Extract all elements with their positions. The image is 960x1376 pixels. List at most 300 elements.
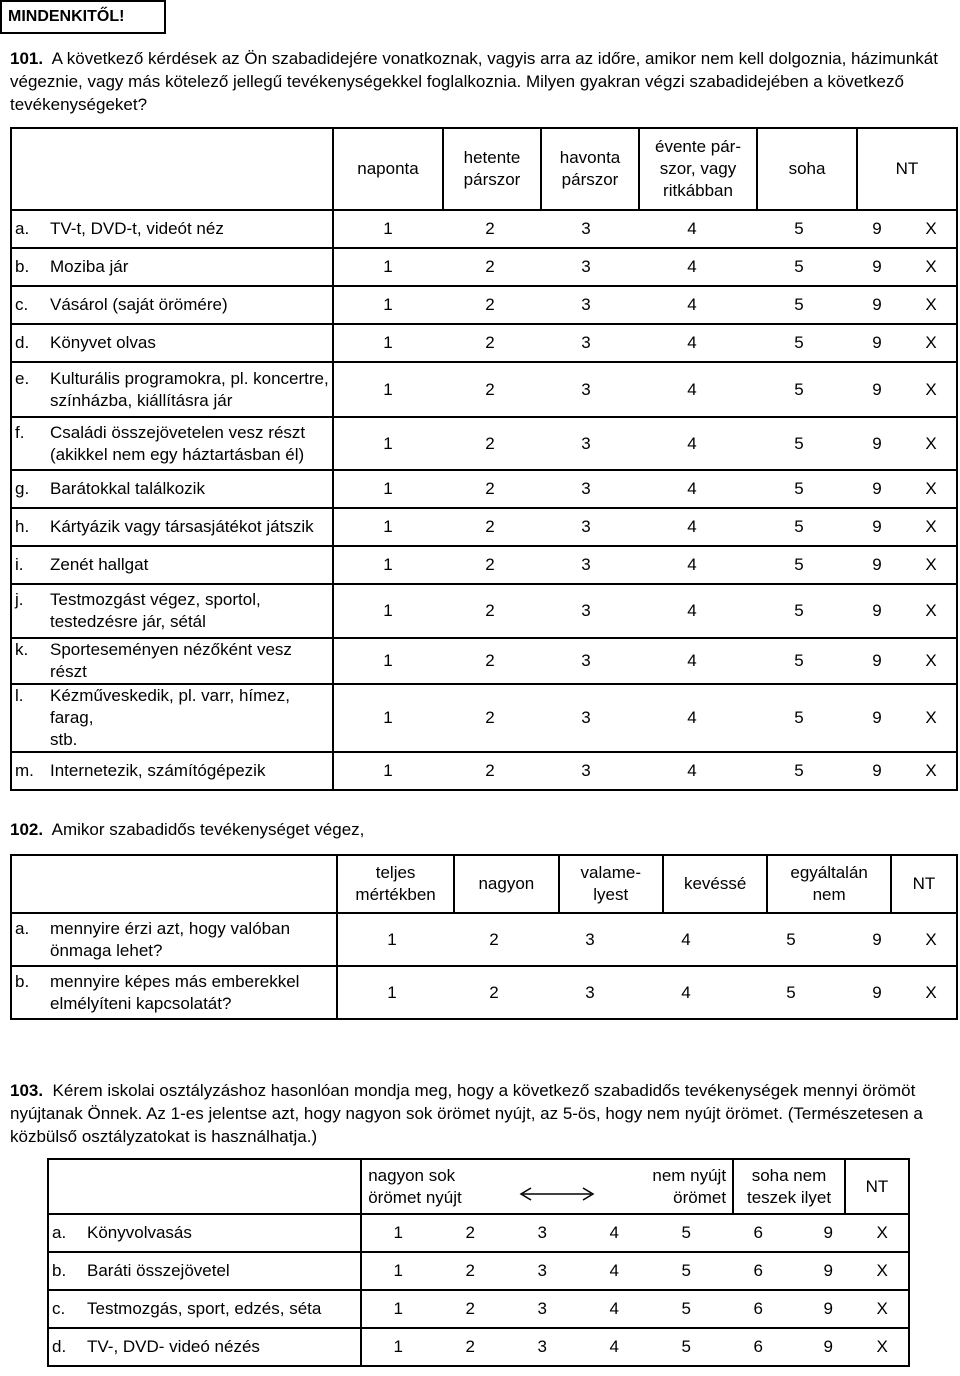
- response-code: 3: [581, 601, 591, 620]
- response-code: 1: [383, 219, 393, 238]
- response-code: 2: [485, 708, 495, 727]
- response-code: 9: [872, 982, 882, 1002]
- table-row: [11, 286, 957, 324]
- response-code: 5: [786, 982, 796, 1002]
- response-code: 1: [383, 651, 393, 670]
- column-header-never: [733, 1159, 845, 1214]
- column-header: [891, 855, 957, 913]
- response-code: 1: [383, 555, 393, 574]
- row-label: [50, 686, 290, 749]
- table-row: [11, 684, 957, 752]
- response-code: X: [925, 929, 937, 949]
- response-code: 5: [794, 708, 804, 727]
- scale-right-line: örömet: [673, 1187, 727, 1207]
- response-cell: [333, 684, 957, 752]
- column-header: [333, 128, 443, 210]
- response-code: 3: [581, 479, 591, 498]
- response-code: 2: [485, 761, 495, 780]
- response-code: 5: [794, 601, 804, 620]
- response-codes: [334, 708, 956, 728]
- question-103-text: [10, 1079, 955, 1148]
- response-code: 1: [393, 1299, 403, 1318]
- row-label-line: Vásárol (saját örömére): [50, 295, 228, 314]
- row-label-line: TV-, DVD- videó nézés: [87, 1337, 260, 1356]
- response-code: 5: [681, 1261, 691, 1280]
- response-code: 2: [489, 982, 499, 1002]
- column-header-line: nem: [812, 885, 846, 904]
- row-label: [50, 257, 128, 276]
- column-header-line: hetente: [463, 148, 521, 167]
- response-code: 4: [687, 761, 697, 780]
- column-header: [757, 128, 857, 210]
- row-label-line: elmélyíteni kapcsolatát?: [50, 993, 232, 1013]
- column-header: [541, 128, 639, 210]
- response-code: 2: [485, 295, 495, 314]
- response-code: 4: [687, 257, 697, 276]
- response-code: X: [876, 1223, 888, 1242]
- response-code: 9: [872, 333, 882, 352]
- column-header-line: évente pár-: [655, 137, 741, 156]
- table-row: [11, 508, 957, 546]
- response-code: 9: [872, 295, 882, 314]
- response-code: X: [876, 1261, 888, 1280]
- response-code: 6: [753, 1261, 763, 1280]
- response-code: 3: [537, 1223, 547, 1242]
- row-label: [87, 1261, 230, 1280]
- row-label: [50, 423, 305, 464]
- header-blank: [48, 1159, 361, 1214]
- row-letter: f.: [15, 422, 25, 442]
- response-code: 1: [383, 333, 393, 352]
- row-label: [87, 1299, 321, 1318]
- column-header-line: NT: [912, 874, 936, 893]
- response-codes: [334, 257, 956, 277]
- response-code: 4: [687, 517, 697, 536]
- response-cell: [333, 324, 957, 362]
- column-header-line: naponta: [357, 159, 419, 178]
- response-code: 9: [823, 1261, 833, 1280]
- table-row: [11, 752, 957, 790]
- table-row: [11, 638, 957, 684]
- response-code: 3: [581, 379, 591, 399]
- question-103-body: Kérem iskolai osztályzáshoz hasonlóan mondja meg, hogy a következő szabadidős tevékenységek mennyi örömöt nyújtanak Önnek. Az 1-es jelentse azt, hogy nagyon sok örömet nyújt, az 5-ös, hogy nem nyújt örömet. (Természetesen a közbülső osztályzatokat is használhatja.): [10, 1081, 923, 1146]
- response-code: 9: [872, 517, 882, 536]
- row-letter: i.: [15, 555, 24, 574]
- response-code: 9: [872, 379, 882, 399]
- response-code: 2: [465, 1299, 475, 1318]
- response-code: 1: [383, 761, 393, 780]
- response-code: 5: [794, 517, 804, 536]
- response-code: 9: [872, 929, 882, 949]
- response-code: 2: [485, 517, 495, 536]
- row-label: [50, 972, 299, 1013]
- table-row: [11, 362, 957, 417]
- column-header-line: egyáltalán: [790, 863, 868, 882]
- question-102-body: Amikor szabadidős tevékenységet végez,: [51, 820, 365, 839]
- column-header: [559, 855, 663, 913]
- response-codes: [338, 930, 956, 950]
- row-label: [50, 761, 265, 780]
- response-code: 3: [537, 1261, 547, 1280]
- row-label-line: Könyvolvasás: [87, 1223, 192, 1242]
- row-letter: b.: [15, 257, 30, 276]
- response-code: 5: [794, 555, 804, 574]
- response-codes: [334, 219, 956, 239]
- scale-left-line: örömet nyújt: [368, 1187, 462, 1207]
- response-code: 1: [383, 433, 393, 453]
- response-code: X: [925, 651, 937, 670]
- response-code: 3: [581, 333, 591, 352]
- response-code: 5: [681, 1299, 691, 1318]
- row-label: [50, 517, 314, 536]
- response-code: 5: [681, 1223, 691, 1242]
- response-codes: [334, 517, 956, 537]
- table-row: [48, 1290, 909, 1328]
- row-label: [50, 295, 228, 314]
- response-code: 3: [581, 295, 591, 314]
- row-letter: a.: [15, 918, 30, 938]
- response-code: 1: [383, 517, 393, 536]
- response-code: 4: [609, 1299, 619, 1318]
- table-row: [11, 470, 957, 508]
- row-label: [87, 1337, 260, 1356]
- column-header: [443, 128, 541, 210]
- table-row: [11, 324, 957, 362]
- header-blank: [11, 855, 337, 913]
- response-code: 3: [581, 433, 591, 453]
- row-label: [50, 640, 292, 681]
- column-header-line: párszor: [561, 170, 619, 189]
- column-header-line: valame-: [580, 863, 641, 882]
- response-code: 3: [581, 651, 591, 670]
- response-code: X: [925, 601, 937, 620]
- response-code: 1: [383, 601, 393, 620]
- response-code: 5: [794, 333, 804, 352]
- row-letter: a.: [15, 219, 30, 238]
- response-code: 4: [687, 333, 697, 352]
- response-code: 4: [609, 1337, 619, 1356]
- response-codes: [362, 1261, 908, 1281]
- row-label: [50, 369, 329, 410]
- response-cell: [361, 1290, 909, 1328]
- row-letter: m.: [15, 761, 34, 780]
- column-header-line: soha: [788, 159, 826, 178]
- response-code: 5: [794, 219, 804, 238]
- column-header: [454, 855, 558, 913]
- table-row: [11, 913, 957, 966]
- question-101-text: [10, 47, 955, 116]
- response-cell: [333, 210, 957, 248]
- response-code: 5: [786, 929, 796, 949]
- response-code: 5: [794, 479, 804, 498]
- response-code: 9: [823, 1337, 833, 1356]
- response-code: 9: [872, 479, 882, 498]
- response-code: 2: [485, 219, 495, 238]
- response-cell: [333, 362, 957, 417]
- column-header-line: szor, vagy: [659, 159, 737, 178]
- response-code: 2: [485, 257, 495, 276]
- scale-right-line: nem nyújt: [652, 1165, 727, 1185]
- response-code: 4: [687, 555, 697, 574]
- response-code: X: [925, 517, 937, 536]
- response-cell: [333, 417, 957, 470]
- response-code: 2: [485, 479, 495, 498]
- response-code: 2: [485, 379, 495, 399]
- response-code: 2: [485, 651, 495, 670]
- response-code: X: [876, 1337, 888, 1356]
- column-header: [639, 128, 757, 210]
- table-row: [11, 584, 957, 638]
- row-label-line: stb.: [50, 730, 78, 749]
- table-row: [48, 1214, 909, 1252]
- response-code: 3: [581, 761, 591, 780]
- response-code: 3: [581, 257, 591, 276]
- row-label-line: Kulturális programokra, pl. koncertre,: [50, 368, 329, 388]
- response-codes: [362, 1223, 908, 1243]
- response-code: 1: [387, 929, 397, 949]
- response-code: 3: [581, 708, 591, 727]
- response-cell: [333, 248, 957, 286]
- response-code: 5: [794, 257, 804, 276]
- column-header-line: ritkábban: [663, 181, 733, 200]
- row-letter: c.: [52, 1299, 66, 1318]
- question-102-table: [10, 854, 958, 1020]
- response-code: 4: [609, 1223, 619, 1242]
- table-row: [11, 546, 957, 584]
- audience-badge: MINDENKITŐL!: [0, 0, 166, 34]
- response-cell: [333, 286, 957, 324]
- response-code: 9: [872, 219, 882, 238]
- response-code: 5: [681, 1337, 691, 1356]
- table-row: [48, 1252, 909, 1290]
- response-code: 3: [585, 982, 595, 1002]
- response-cell: [333, 752, 957, 790]
- response-codes: [334, 651, 956, 671]
- response-code: 4: [687, 219, 697, 238]
- response-cell: [361, 1328, 909, 1366]
- row-label: [50, 555, 148, 574]
- question-103-number: 103.: [10, 1081, 44, 1100]
- response-code: X: [925, 333, 937, 352]
- response-code: 5: [794, 651, 804, 670]
- column-header-line: nagyon: [478, 874, 535, 893]
- response-code: 9: [872, 555, 882, 574]
- row-label: [50, 919, 290, 960]
- row-label-line: Barátokkal találkozik: [50, 479, 205, 498]
- row-label-line: önmaga lehet?: [50, 940, 163, 960]
- response-codes: [338, 983, 956, 1003]
- response-code: 1: [383, 479, 393, 498]
- double-arrow-icon: [517, 1186, 597, 1208]
- response-code: 9: [872, 601, 882, 620]
- response-cell: [333, 546, 957, 584]
- row-label: [50, 479, 205, 498]
- response-code: 4: [687, 479, 697, 498]
- row-letter: c.: [15, 295, 29, 314]
- response-code: 9: [823, 1223, 833, 1242]
- response-code: 2: [485, 333, 495, 352]
- response-code: 5: [794, 295, 804, 314]
- response-code: X: [925, 257, 937, 276]
- response-code: 1: [383, 257, 393, 276]
- response-code: X: [925, 982, 937, 1002]
- column-header-line: lyest: [593, 885, 629, 904]
- response-code: 4: [687, 708, 697, 727]
- row-label-line: Moziba jár: [50, 257, 129, 276]
- response-codes: [334, 601, 956, 621]
- response-code: X: [925, 708, 937, 727]
- row-label-line: (akikkel nem egy háztartásban él): [50, 444, 305, 464]
- response-code: 9: [872, 257, 882, 276]
- question-101-number: 101.: [10, 49, 44, 68]
- response-codes: [334, 479, 956, 499]
- column-header: [663, 855, 767, 913]
- response-cell: [333, 638, 957, 684]
- response-code: 1: [383, 295, 393, 314]
- response-code: 3: [581, 555, 591, 574]
- response-code: 9: [823, 1299, 833, 1318]
- response-code: 5: [794, 761, 804, 780]
- response-code: 4: [681, 982, 691, 1002]
- row-label-line: Kártyázik vagy társasjátékot játszik: [50, 517, 314, 536]
- column-header-line: kevéssé: [683, 874, 747, 893]
- response-code: 2: [465, 1337, 475, 1356]
- response-codes: [334, 333, 956, 353]
- row-label-line: Sporteseményen nézőként vesz részt: [50, 640, 292, 681]
- response-code: X: [925, 219, 937, 238]
- response-cell: [337, 913, 957, 966]
- column-header-line: NT: [895, 159, 919, 178]
- response-code: 1: [393, 1261, 403, 1280]
- row-label-line: Kézműveskedik, pl. varr, hímez, farag,: [50, 686, 290, 727]
- table-row: [11, 417, 957, 470]
- column-header-line: havonta: [559, 148, 621, 167]
- response-code: 9: [872, 708, 882, 727]
- response-cell: [333, 470, 957, 508]
- response-code: 2: [465, 1261, 475, 1280]
- row-label-line: Testmozgás, sport, edzés, séta: [87, 1299, 322, 1318]
- table-row: [11, 248, 957, 286]
- response-cell: [361, 1214, 909, 1252]
- question-103-table: [47, 1158, 910, 1367]
- response-code: 6: [753, 1223, 763, 1242]
- response-code: 4: [687, 295, 697, 314]
- row-letter: d.: [15, 333, 30, 352]
- column-header: [857, 128, 957, 210]
- response-code: 9: [872, 651, 882, 670]
- response-code: 4: [687, 433, 697, 453]
- response-code: 2: [485, 433, 495, 453]
- response-codes: [334, 295, 956, 315]
- column-header-line: teljes: [375, 863, 416, 882]
- question-102-number: 102.: [10, 820, 44, 839]
- response-code: 1: [393, 1223, 403, 1242]
- response-cell: [361, 1252, 909, 1290]
- response-code: 2: [489, 929, 499, 949]
- scale-right-label: [652, 1165, 726, 1209]
- response-code: X: [925, 555, 937, 574]
- row-letter: a.: [52, 1223, 67, 1242]
- header-blank: [11, 128, 333, 210]
- row-label-line: TV-t, DVD-t, videót néz: [50, 219, 224, 238]
- response-cell: [333, 584, 957, 638]
- column-header-line: soha nem: [751, 1165, 827, 1185]
- response-code: 1: [393, 1337, 403, 1356]
- row-label-line: mennyire érzi azt, hogy valóban: [50, 918, 291, 938]
- response-code: 2: [485, 601, 495, 620]
- response-code: 4: [687, 601, 697, 620]
- column-header-line: teszek ilyet: [746, 1187, 832, 1207]
- response-code: 1: [383, 708, 393, 727]
- table-row: [11, 210, 957, 248]
- response-code: X: [925, 479, 937, 498]
- response-code: 3: [537, 1299, 547, 1318]
- response-code: 5: [794, 433, 804, 453]
- row-letter: k.: [15, 640, 29, 659]
- response-code: 4: [687, 379, 697, 399]
- column-header: [337, 855, 454, 913]
- response-code: 2: [465, 1223, 475, 1242]
- response-code: 6: [753, 1299, 763, 1318]
- row-label-line: testedzésre jár, sétál: [50, 612, 206, 631]
- row-label-line: Könyvet olvas: [50, 333, 156, 352]
- response-codes: [334, 434, 956, 454]
- row-label: [50, 219, 224, 238]
- row-label-line: Családi összejövetelen vesz részt: [50, 422, 306, 442]
- response-codes: [334, 555, 956, 575]
- row-letter: h.: [15, 517, 30, 536]
- response-codes: [334, 761, 956, 781]
- row-label-line: Testmozgást végez, sportol,: [50, 590, 261, 609]
- row-letter: j.: [15, 590, 24, 609]
- row-label-line: Baráti összejövetel: [87, 1261, 230, 1280]
- row-letter: g.: [15, 479, 30, 498]
- response-code: X: [925, 295, 937, 314]
- row-label-line: színházba, kiállításra jár: [50, 390, 233, 410]
- response-code: 3: [581, 517, 591, 536]
- row-label: [50, 333, 156, 352]
- row-label: [87, 1223, 192, 1242]
- response-code: 9: [872, 433, 882, 453]
- response-code: 5: [794, 379, 804, 399]
- response-code: 9: [872, 761, 882, 780]
- row-letter: d.: [52, 1337, 67, 1356]
- row-letter: e.: [15, 368, 30, 388]
- row-letter: b.: [52, 1261, 67, 1280]
- response-code: 6: [753, 1337, 763, 1356]
- row-letter: b.: [15, 971, 30, 991]
- response-codes: [362, 1337, 908, 1357]
- table-row: [11, 966, 957, 1019]
- response-code: 1: [387, 982, 397, 1002]
- response-code: X: [925, 761, 937, 780]
- question-101-body: A következő kérdések az Ön szabadidejére vonatkoznak, vagyis arra az időre, amikor nem kell dolgoznia, házimunkát végeznie, vagy más kötelező jellegű tevékenységekkel foglalkoznia. Milyen gyakran végzi szabadidejében a következő tevékenységeket?: [10, 49, 938, 114]
- response-cell: [333, 508, 957, 546]
- response-code: X: [925, 433, 937, 453]
- scale-header: [361, 1159, 733, 1214]
- response-code: X: [925, 379, 937, 399]
- row-label-line: Zenét hallgat: [50, 555, 149, 574]
- row-label-line: Internetezik, számítógépezik: [50, 761, 266, 780]
- response-codes: [334, 380, 956, 400]
- row-letter: l.: [15, 686, 24, 705]
- question-102-text: [10, 818, 955, 841]
- row-label-line: mennyire képes más emberekkel: [50, 971, 300, 991]
- response-code: X: [876, 1299, 888, 1318]
- response-code: 3: [537, 1337, 547, 1356]
- column-header: [767, 855, 891, 913]
- response-code: 3: [585, 929, 595, 949]
